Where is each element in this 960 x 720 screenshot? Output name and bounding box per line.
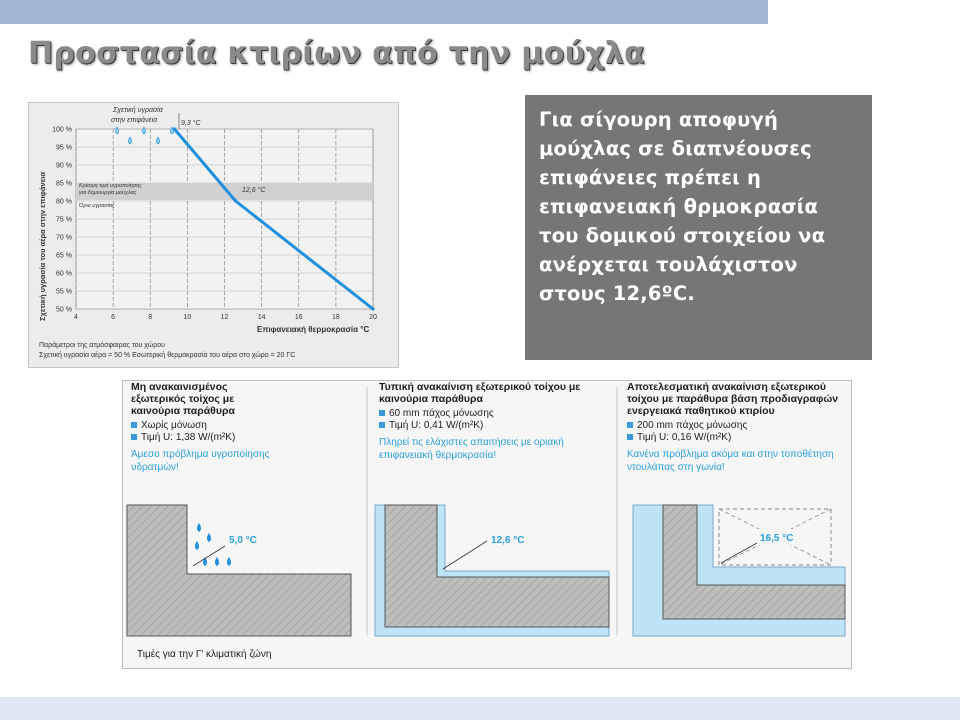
- top-label-line2: στην επιφάνεια: [111, 117, 158, 124]
- info-text-box: [525, 95, 872, 360]
- drop-icon: [197, 523, 201, 532]
- y-tick-label: 75 %: [56, 216, 72, 224]
- drop-icon: [195, 541, 199, 550]
- wall-note: Άμεσο πρόβλημα υγροποίησης υδρατμών!: [131, 449, 270, 473]
- info-line: στους 12,6ºC.: [539, 282, 695, 305]
- wall-comparison-panel: [122, 380, 852, 669]
- drop-icon: [116, 127, 119, 134]
- wall-bullet: Τιμή U: 0,16 W/(m²K): [627, 432, 867, 444]
- condensation-drop-icons: [195, 523, 231, 566]
- drop-icon: [215, 557, 219, 566]
- wall-bullet: Τιμή U: 1,38 W/(m²K): [131, 432, 371, 444]
- x-axis-label: Επιφανειακή θερμοκρασία °C: [257, 325, 370, 334]
- x-tick-label: 18: [331, 314, 340, 321]
- climate-zone-footnote: Τιμές για την Γ' κλιματική ζώνη: [137, 649, 272, 660]
- x-tick-label: 12: [220, 314, 229, 321]
- series-point: [371, 307, 374, 310]
- x-tick-label: 6: [111, 314, 116, 321]
- wall-heading: Μη ανακαινισμένος εξωτερικός τοίχος με καινούρια παράθυρα: [131, 381, 235, 417]
- temp-label: 16,5 °C: [760, 533, 794, 544]
- y-axis-label: Σχετική υγρασία του αέρα στην επιφάνεια: [38, 172, 47, 321]
- humidity-chart: [29, 103, 398, 367]
- chart-params-line1: Παράμετροι της ατμόσφαιρας του χώρου: [39, 342, 165, 349]
- bullet-square-icon: [627, 422, 633, 428]
- wall-column-3: [627, 381, 867, 501]
- y-tick-label: 55 %: [56, 288, 72, 296]
- y-tick-label: 50 %: [56, 306, 72, 314]
- info-line: Για σίγουρη αποφυγή: [539, 108, 779, 131]
- wall-bullet: Τιμή U: 0,41 W/(m²K): [379, 420, 619, 432]
- bullet-square-icon: [379, 410, 385, 416]
- y-tick-label: 85 %: [56, 180, 72, 188]
- humidity-chart-panel: [28, 102, 399, 368]
- wall-heading: Τυπική ανακαίνιση εξωτερικού τοίχου με καινούρια παράθυρα: [379, 381, 581, 405]
- chart-params-line2: Σχετική υγρασία αέρα = 50 % Εσωτερική θερμοκρασία του αέρα στο χώρο = 20 ΓC: [39, 352, 296, 359]
- y-tick-label: 100 %: [52, 126, 72, 134]
- temp-label: 12,6 °C: [491, 535, 525, 546]
- wall-bullet: 60 mm πάχος μόνωσης: [379, 408, 619, 420]
- critical-label-line2: για δημιουργία μούχλας: [79, 190, 137, 196]
- wall-note: Κανένα πρόβλημα ακόμα και στην τοποθέτηση ντουλάπας στη γωνία!: [627, 449, 834, 473]
- wall-heading: Αποτελεσματική ανακαίνιση εξωτερικού τοίχου με παράθυρα βάση προδιαγραφών ενεργειακά παθητικού κτιρίου: [627, 381, 839, 417]
- series-point: [234, 199, 237, 202]
- bullet-square-icon: [627, 434, 633, 440]
- info-line: μούχλας σε διαπνέουσες: [539, 137, 812, 160]
- bullet-square-icon: [131, 422, 137, 428]
- y-tick-label: 70 %: [56, 234, 72, 242]
- wall-bullet: 200 mm πάχος μόνωσης: [627, 420, 867, 432]
- wall-column-2: [379, 381, 619, 501]
- y-tick-label: 65 %: [56, 252, 72, 260]
- y-tick-label: 90 %: [56, 162, 72, 170]
- wall-diagram-passive: [633, 505, 845, 636]
- top-label-line1: Σχετική υγρασία: [113, 107, 163, 114]
- x-tick-label: 8: [148, 314, 153, 321]
- wall-diagram-uninsulated: [127, 505, 351, 636]
- x-tick-label: 14: [257, 314, 266, 321]
- slide-title: Προστασία κτιρίων από την μούχλα: [28, 36, 645, 71]
- temp-label: 5,0 °C: [229, 535, 257, 546]
- wall-diagram-standard: [375, 505, 609, 636]
- x-tick-label: 20: [369, 314, 377, 321]
- wall-note: Πληρεί τις ελάχιστες απαιτήσεις με οριακή επιφανειακή θερμοκρασία!: [379, 437, 564, 461]
- x-tick-label: 16: [294, 314, 303, 321]
- x-tick-label: 10: [183, 314, 192, 321]
- x-tick-labels: [74, 314, 377, 321]
- bullet-square-icon: [131, 434, 137, 440]
- bullet-square-icon: [379, 422, 385, 428]
- top-accent-bar: [0, 0, 768, 24]
- drop-icon: [207, 533, 211, 542]
- x-tick-label: 4: [74, 314, 78, 321]
- drop-icon: [227, 557, 231, 566]
- info-line: ανέρχεται τουλάχιστον: [539, 253, 798, 276]
- y-tick-label: 60 %: [56, 270, 72, 278]
- wall-bullet: Χωρίς μόνωση: [131, 420, 371, 432]
- y-tick-labels: [52, 127, 72, 314]
- info-line: του δομικού στοιχείου να: [539, 224, 826, 247]
- point2-label: 12,6 °C: [242, 187, 266, 194]
- y-tick-label: 95 %: [56, 144, 72, 152]
- drop-icon: [171, 127, 174, 134]
- y-tick-label: 80 %: [56, 198, 72, 206]
- point1-label: 9,3 °C: [181, 120, 201, 127]
- info-line: επιφανειακή θρμοκρασία: [539, 195, 819, 218]
- wall-column-1: [131, 381, 371, 501]
- limit-label: Όριο υγρασίας: [79, 203, 115, 209]
- drop-icon: [143, 127, 146, 134]
- info-line: επιφάνειες πρέπει η: [539, 166, 762, 189]
- bottom-accent-bar: [0, 697, 960, 720]
- critical-label-line1: Κρίσιμη τιμή υγροποίησης: [79, 183, 142, 189]
